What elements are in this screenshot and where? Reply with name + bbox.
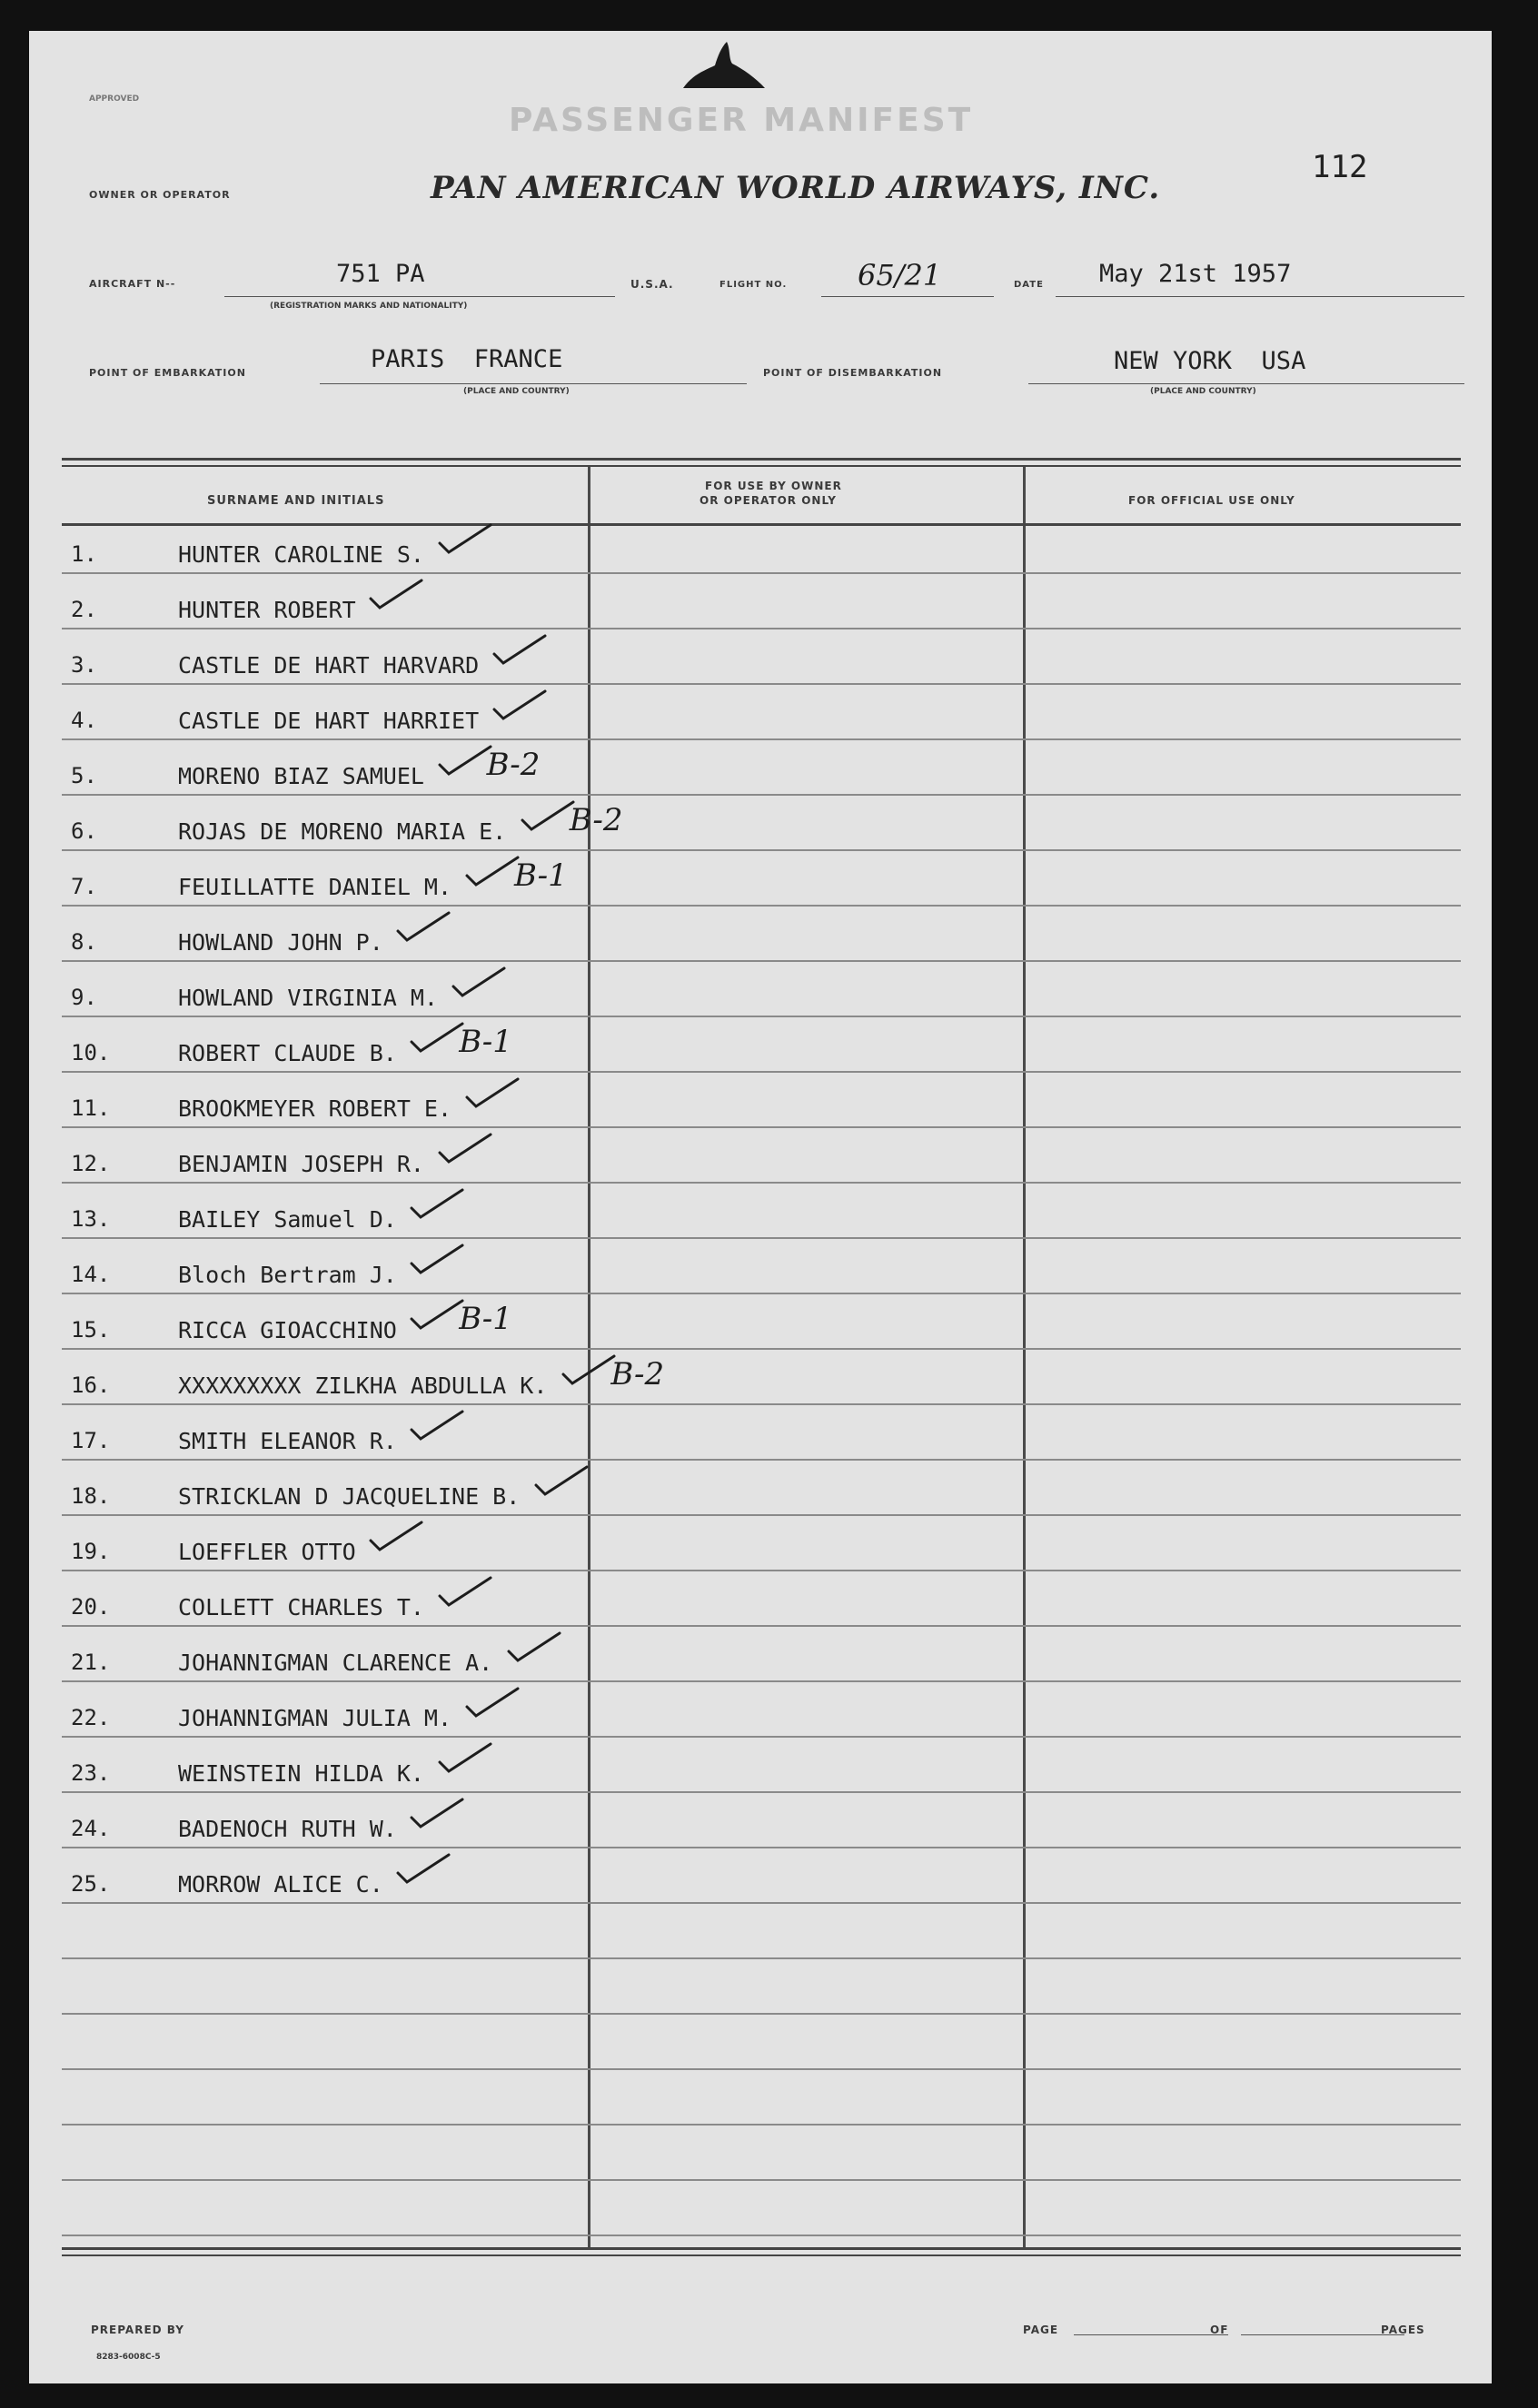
passenger-number: 10. [71, 1040, 111, 1065]
passenger-number: 12. [71, 1151, 111, 1176]
page-number: 112 [1312, 149, 1368, 185]
embarkation-label: POINT OF EMBARKATION [89, 367, 246, 379]
passenger-number: 18. [71, 1483, 111, 1509]
passenger-number: 16. [71, 1372, 111, 1398]
visa-note: B-1 [459, 1024, 512, 1060]
check-mark-icon [406, 1186, 470, 1223]
passenger-name: Bloch Bertram J. [178, 1262, 397, 1288]
check-mark-icon [448, 965, 511, 1001]
passenger-name: HUNTER ROBERT [178, 597, 356, 623]
passenger-name: HUNTER CAROLINE S. [178, 541, 424, 568]
passenger-name: WEINSTEIN HILDA K. [178, 1760, 424, 1787]
passenger-name: BENJAMIN JOSEPH R. [178, 1151, 424, 1177]
check-mark-icon [434, 521, 498, 558]
passenger-name: HOWLAND VIRGINIA M. [178, 985, 438, 1011]
passenger-name: RICCA GIOACCHINO [178, 1317, 397, 1343]
passenger-name: ROJAS DE MORENO MARIA E. [178, 818, 507, 845]
embarkation-sublabel: (PLACE AND COUNTRY) [463, 387, 570, 396]
passenger-name: CASTLE DE HART HARVARD [178, 652, 480, 679]
check-mark-icon [434, 1131, 498, 1167]
of-label: OF [1210, 2324, 1229, 2336]
check-mark-icon [489, 688, 552, 724]
check-mark-icon [461, 1075, 525, 1112]
column-header-owner-line2: OR OPERATOR ONLY [700, 494, 837, 507]
country-label: U.S.A. [630, 278, 674, 291]
check-mark-icon [406, 1796, 470, 1832]
passenger-number: 2. [71, 597, 97, 622]
passenger-name: COLLETT CHARLES T. [178, 1594, 424, 1620]
passenger-number: 23. [71, 1760, 111, 1786]
visa-note: B-2 [486, 747, 541, 783]
page-label: PAGE [1023, 2324, 1059, 2336]
passenger-name: HOWLAND JOHN P. [178, 929, 383, 956]
passenger-name: BROOKMEYER ROBERT E. [178, 1095, 452, 1122]
disembarkation-sublabel: (PLACE AND COUNTRY) [1150, 387, 1256, 396]
passenger-number: 8. [71, 929, 97, 955]
check-mark-icon [406, 1242, 470, 1278]
passenger-name: CASTLE DE HART HARRIET [178, 708, 480, 734]
check-mark-icon [489, 632, 552, 669]
check-mark-icon [531, 1463, 594, 1500]
passenger-number: 19. [71, 1539, 111, 1564]
airline-logo-icon [665, 38, 774, 93]
owner-value: PAN AMERICAN WORLD AIRWAYS, INC. [431, 170, 1161, 206]
passenger-name: MORENO BIAZ SAMUEL [178, 763, 424, 789]
passenger-number: 7. [71, 874, 97, 899]
passenger-number: 5. [71, 763, 97, 788]
passenger-number: 24. [71, 1816, 111, 1841]
passenger-number: 6. [71, 818, 97, 844]
check-mark-icon [365, 1519, 429, 1555]
passenger-name: ROBERT CLAUDE B. [178, 1040, 397, 1066]
passenger-name: FEUILLATTE DANIEL M. [178, 874, 452, 900]
passenger-number: 14. [71, 1262, 111, 1287]
form-title: PASSENGER MANIFEST [509, 102, 974, 139]
column-header-owner-line1: FOR USE BY OWNER [705, 480, 842, 492]
passenger-number: 15. [71, 1317, 111, 1343]
passenger-number: 11. [71, 1095, 111, 1121]
flight-label: FLIGHT NO. [719, 280, 788, 290]
form-code: 8283-6008C-5 [96, 2353, 161, 2362]
visa-note: B-1 [459, 1301, 512, 1337]
check-mark-icon [392, 1851, 456, 1888]
visa-note: B-2 [610, 1356, 665, 1392]
passenger-name: LOEFFLER OTTO [178, 1539, 356, 1565]
passenger-name: MORROW ALICE C. [178, 1871, 383, 1898]
aircraft-label: AIRCRAFT N-- [89, 278, 176, 290]
passenger-number: 4. [71, 708, 97, 733]
owner-label: OWNER OR OPERATOR [89, 189, 231, 201]
column-header-name: SURNAME AND INITIALS [207, 494, 385, 508]
aircraft-value: 751 PA [336, 260, 425, 288]
disembarkation-value: NEW YORK USA [1114, 347, 1306, 375]
passenger-number: 20. [71, 1594, 111, 1620]
visa-note: B-1 [514, 857, 568, 894]
check-mark-icon [392, 909, 456, 946]
passenger-number: 3. [71, 652, 97, 678]
aircraft-sublabel: (REGISTRATION MARKS AND NATIONALITY) [270, 302, 468, 311]
passenger-number: 25. [71, 1871, 111, 1897]
check-mark-icon [434, 1740, 498, 1777]
check-mark-icon [434, 1574, 498, 1610]
disembarkation-label: POINT OF DISEMBARKATION [763, 367, 943, 379]
prepared-by-label: PREPARED BY [91, 2324, 184, 2336]
approved-stamp: APPROVED [89, 94, 140, 104]
column-header-official: FOR OFFICIAL USE ONLY [1128, 494, 1295, 507]
flight-value: 65/21 [858, 258, 942, 292]
embarkation-value: PARIS FRANCE [371, 345, 563, 373]
passenger-name: BAILEY Samuel D. [178, 1206, 397, 1233]
passenger-name: XXXXXXXXX ZILKHA ABDULLA K. [178, 1372, 548, 1399]
visa-note: B-2 [569, 802, 623, 838]
check-mark-icon [406, 1408, 470, 1444]
check-mark-icon [365, 577, 429, 613]
manifest-sheet [29, 31, 1492, 2383]
passenger-number: 13. [71, 1206, 111, 1232]
passenger-name: BADENOCH RUTH W. [178, 1816, 397, 1842]
passenger-number: 17. [71, 1428, 111, 1453]
passenger-number: 9. [71, 985, 97, 1010]
date-label: DATE [1014, 280, 1044, 290]
passenger-number: 1. [71, 541, 97, 567]
pages-label: PAGES [1381, 2324, 1425, 2336]
date-value: May 21st 1957 [1099, 260, 1292, 288]
passenger-name: SMITH ELEANOR R. [178, 1428, 397, 1454]
passenger-name: JOHANNIGMAN CLARENCE A. [178, 1650, 493, 1676]
passenger-number: 22. [71, 1705, 111, 1730]
passenger-number: 21. [71, 1650, 111, 1675]
check-mark-icon [461, 1685, 525, 1721]
check-mark-icon [503, 1630, 567, 1666]
passenger-name: STRICKLAN D JACQUELINE B. [178, 1483, 521, 1510]
passenger-name: JOHANNIGMAN JULIA M. [178, 1705, 452, 1731]
